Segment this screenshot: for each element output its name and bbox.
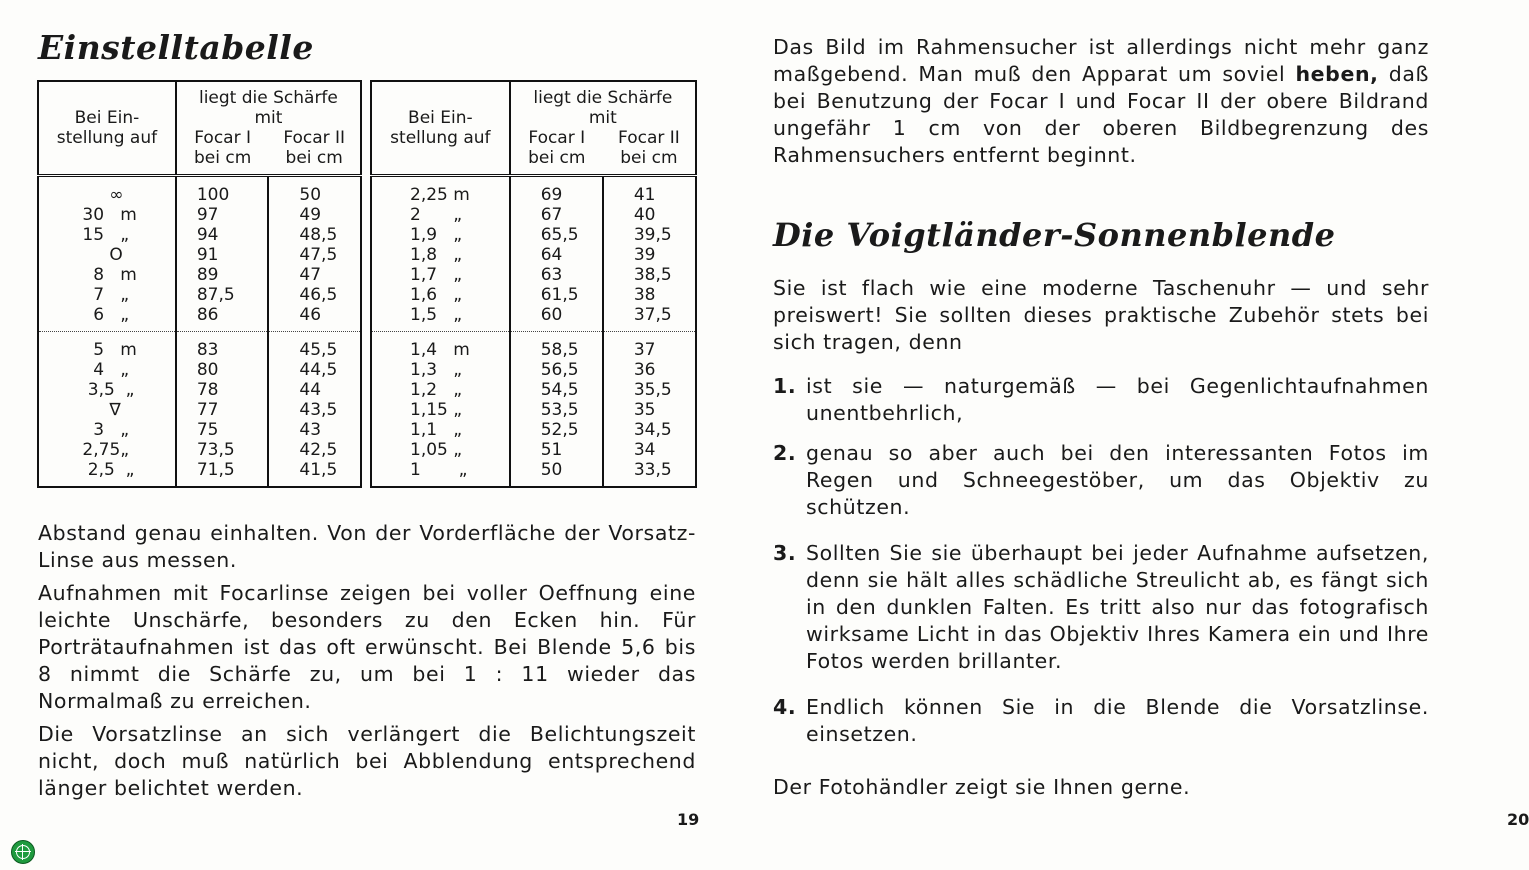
focar2-cell: 45,5 44,5 44 43,5 43 42,5 41,5 (268, 332, 361, 488)
right-page (735, 0, 1529, 870)
list-item (773, 540, 1429, 675)
list-item (773, 694, 1429, 748)
table-row (38, 332, 361, 488)
focar1-cell: 58,5 56,5 54,5 53,5 52,5 51 50 (510, 332, 603, 488)
focar2-cell: 41 40 39,5 39 38,5 38 37,5 (603, 176, 696, 332)
header-focar2-line2: bei cm (620, 148, 678, 168)
list-text: Sollten Sie sie überhaupt bei jeder Aufnahme aufsetzen, denn sie hält alles schädliche Streulicht ab, es fängt sich in den dunklen Falten. Es tritt also nur das fotografisch wirksame Licht in das Objektiv Ihres Kamera ein und Ihre Fotos werden brillanter. (806, 541, 1429, 673)
list-item (773, 373, 1429, 427)
section-title: Die Voigtländer-Sonnenblende (773, 216, 1336, 254)
header-focar1-line2: bei cm (528, 148, 586, 168)
distance-cell: 1,4 m 1,3 „ 1,2 „ 1,15 „ 1,1 „ 1,05 „ 1 „ (371, 332, 510, 488)
settings-table-left (37, 80, 362, 488)
table-row (371, 176, 696, 332)
header-focar1 (176, 128, 269, 176)
focar1-cell: 69 67 65,5 64 63 61,5 60 (510, 176, 603, 332)
header-focar1 (510, 128, 603, 176)
header-focar2 (268, 128, 361, 176)
focar2-cell: 50 49 48,5 47,5 47 46,5 46 (268, 176, 361, 332)
list-number: 4. (773, 695, 797, 719)
note-paragraph: Aufnahmen mit Focarlinse zeigen bei voller Oeffnung eine leichte Unschärfe, besonders zu den Ecken hin. Für Porträtaufnahmen ist das oft erwünscht. Bei Blende 5,6 bis 8 nimmt die Schärfe zu, um bei 1 : 11 wieder das Normalmaß zu erreichen. (38, 581, 696, 713)
header-focar2-line1: Focar II (618, 128, 680, 148)
header-sharpness-line1: liegt die Schärfe (198, 88, 338, 108)
list-text: ist sie — naturgemäß — bei Gegenlichtaufnahmen unentbehrlich, (806, 374, 1429, 425)
intro-bold: heben, (1295, 62, 1379, 86)
table-row (371, 332, 696, 488)
lead-paragraph: Sie ist flach wie eine moderne Taschenuhr — und sehr preiswert! Sie sollten dieses praktische Zubehör stets bei sich tragen, denn (773, 276, 1429, 354)
header-focar2-line1: Focar II (283, 128, 346, 148)
page-number: 19 (677, 810, 700, 829)
closing-paragraph: Der Fotohändler zeigt sie Ihnen gerne. (773, 775, 1191, 799)
header-focar1-line2: bei cm (193, 148, 252, 168)
header-sharpness-line2: mit (588, 108, 617, 128)
notes (38, 520, 696, 808)
page-number: 20 (1507, 810, 1529, 829)
list-number: 3. (773, 541, 797, 565)
note-paragraph: Abstand genau einhalten. Von der Vorderfläche der Vorsatz-Linse aus messen. (38, 521, 696, 572)
header-focar2 (603, 128, 696, 176)
list-number: 1. (773, 374, 797, 398)
header-setting-line2: stellung auf (56, 128, 158, 148)
header-focar1-line1: Focar I (528, 128, 586, 148)
list-number: 2. (773, 441, 797, 465)
focar2-cell: 37 36 35,5 35 34,5 34 33,5 (603, 332, 696, 488)
header-focar1-line1: Focar I (194, 128, 251, 148)
green-globe-icon (11, 840, 35, 864)
intro-text-end: daß bei Benutzung der Focar I und Focar II der obere Bildrand ungefähr 1 cm von der oberen Bildbegrenzung des Rahmensuchers entfernt beginnt. (773, 62, 1430, 167)
header-sharpness-line1: liegt die Schärfe (533, 88, 673, 108)
header-setting (371, 81, 510, 176)
header-setting (38, 81, 176, 176)
table-row (38, 176, 361, 332)
header-setting-line2: stellung auf (390, 128, 491, 148)
header-setting-line1: Bei Ein- (408, 108, 473, 128)
focar1-cell: 100 97 94 91 89 87,5 86 (176, 176, 269, 332)
distance-cell: 5 m 4 „ 3,5 „ ∇ 3 „ 2,75„ 2,5 „ (38, 332, 176, 488)
distance-cell: ∞ 30 m 15 „ O 8 m 7 „ 6 „ (82, 185, 137, 325)
intro-text: Das Bild im Rahmensucher ist allerdings nicht mehr ganz maßgebend. Man muß den Apparat um soviel (773, 35, 1429, 86)
intro-paragraph (773, 34, 1429, 169)
header-setting-line1: Bei Ein- (74, 108, 140, 128)
distance-cell: 2,25 m 2 „ 1,9 „ 1,8 „ 1,7 „ 1,6 „ 1,5 „ (410, 185, 470, 325)
header-sharpness-line2: mit (254, 108, 283, 128)
header-sharpness (510, 81, 696, 128)
page-title: Einstelltabelle (38, 28, 314, 67)
header-sharpness (176, 81, 361, 128)
header-focar2-line2: bei cm (285, 148, 343, 168)
list-item (773, 440, 1429, 521)
left-page (0, 0, 735, 870)
list-text: Endlich können Sie in die Blende die Vorsatzlinse. einsetzen. (806, 695, 1429, 746)
settings-table-right (370, 80, 697, 488)
note-paragraph: Die Vorsatzlinse an sich verlängert die Belichtungszeit nicht, doch muß natürlich bei Abblendung entsprechend länger belichtet werden. (38, 722, 696, 800)
list-text: genau so aber auch bei den interessanten Fotos im Regen und Schneegestöber, um das Objektiv zu schützen. (806, 441, 1429, 519)
focar1-cell: 83 80 78 77 75 73,5 71,5 (176, 332, 269, 488)
